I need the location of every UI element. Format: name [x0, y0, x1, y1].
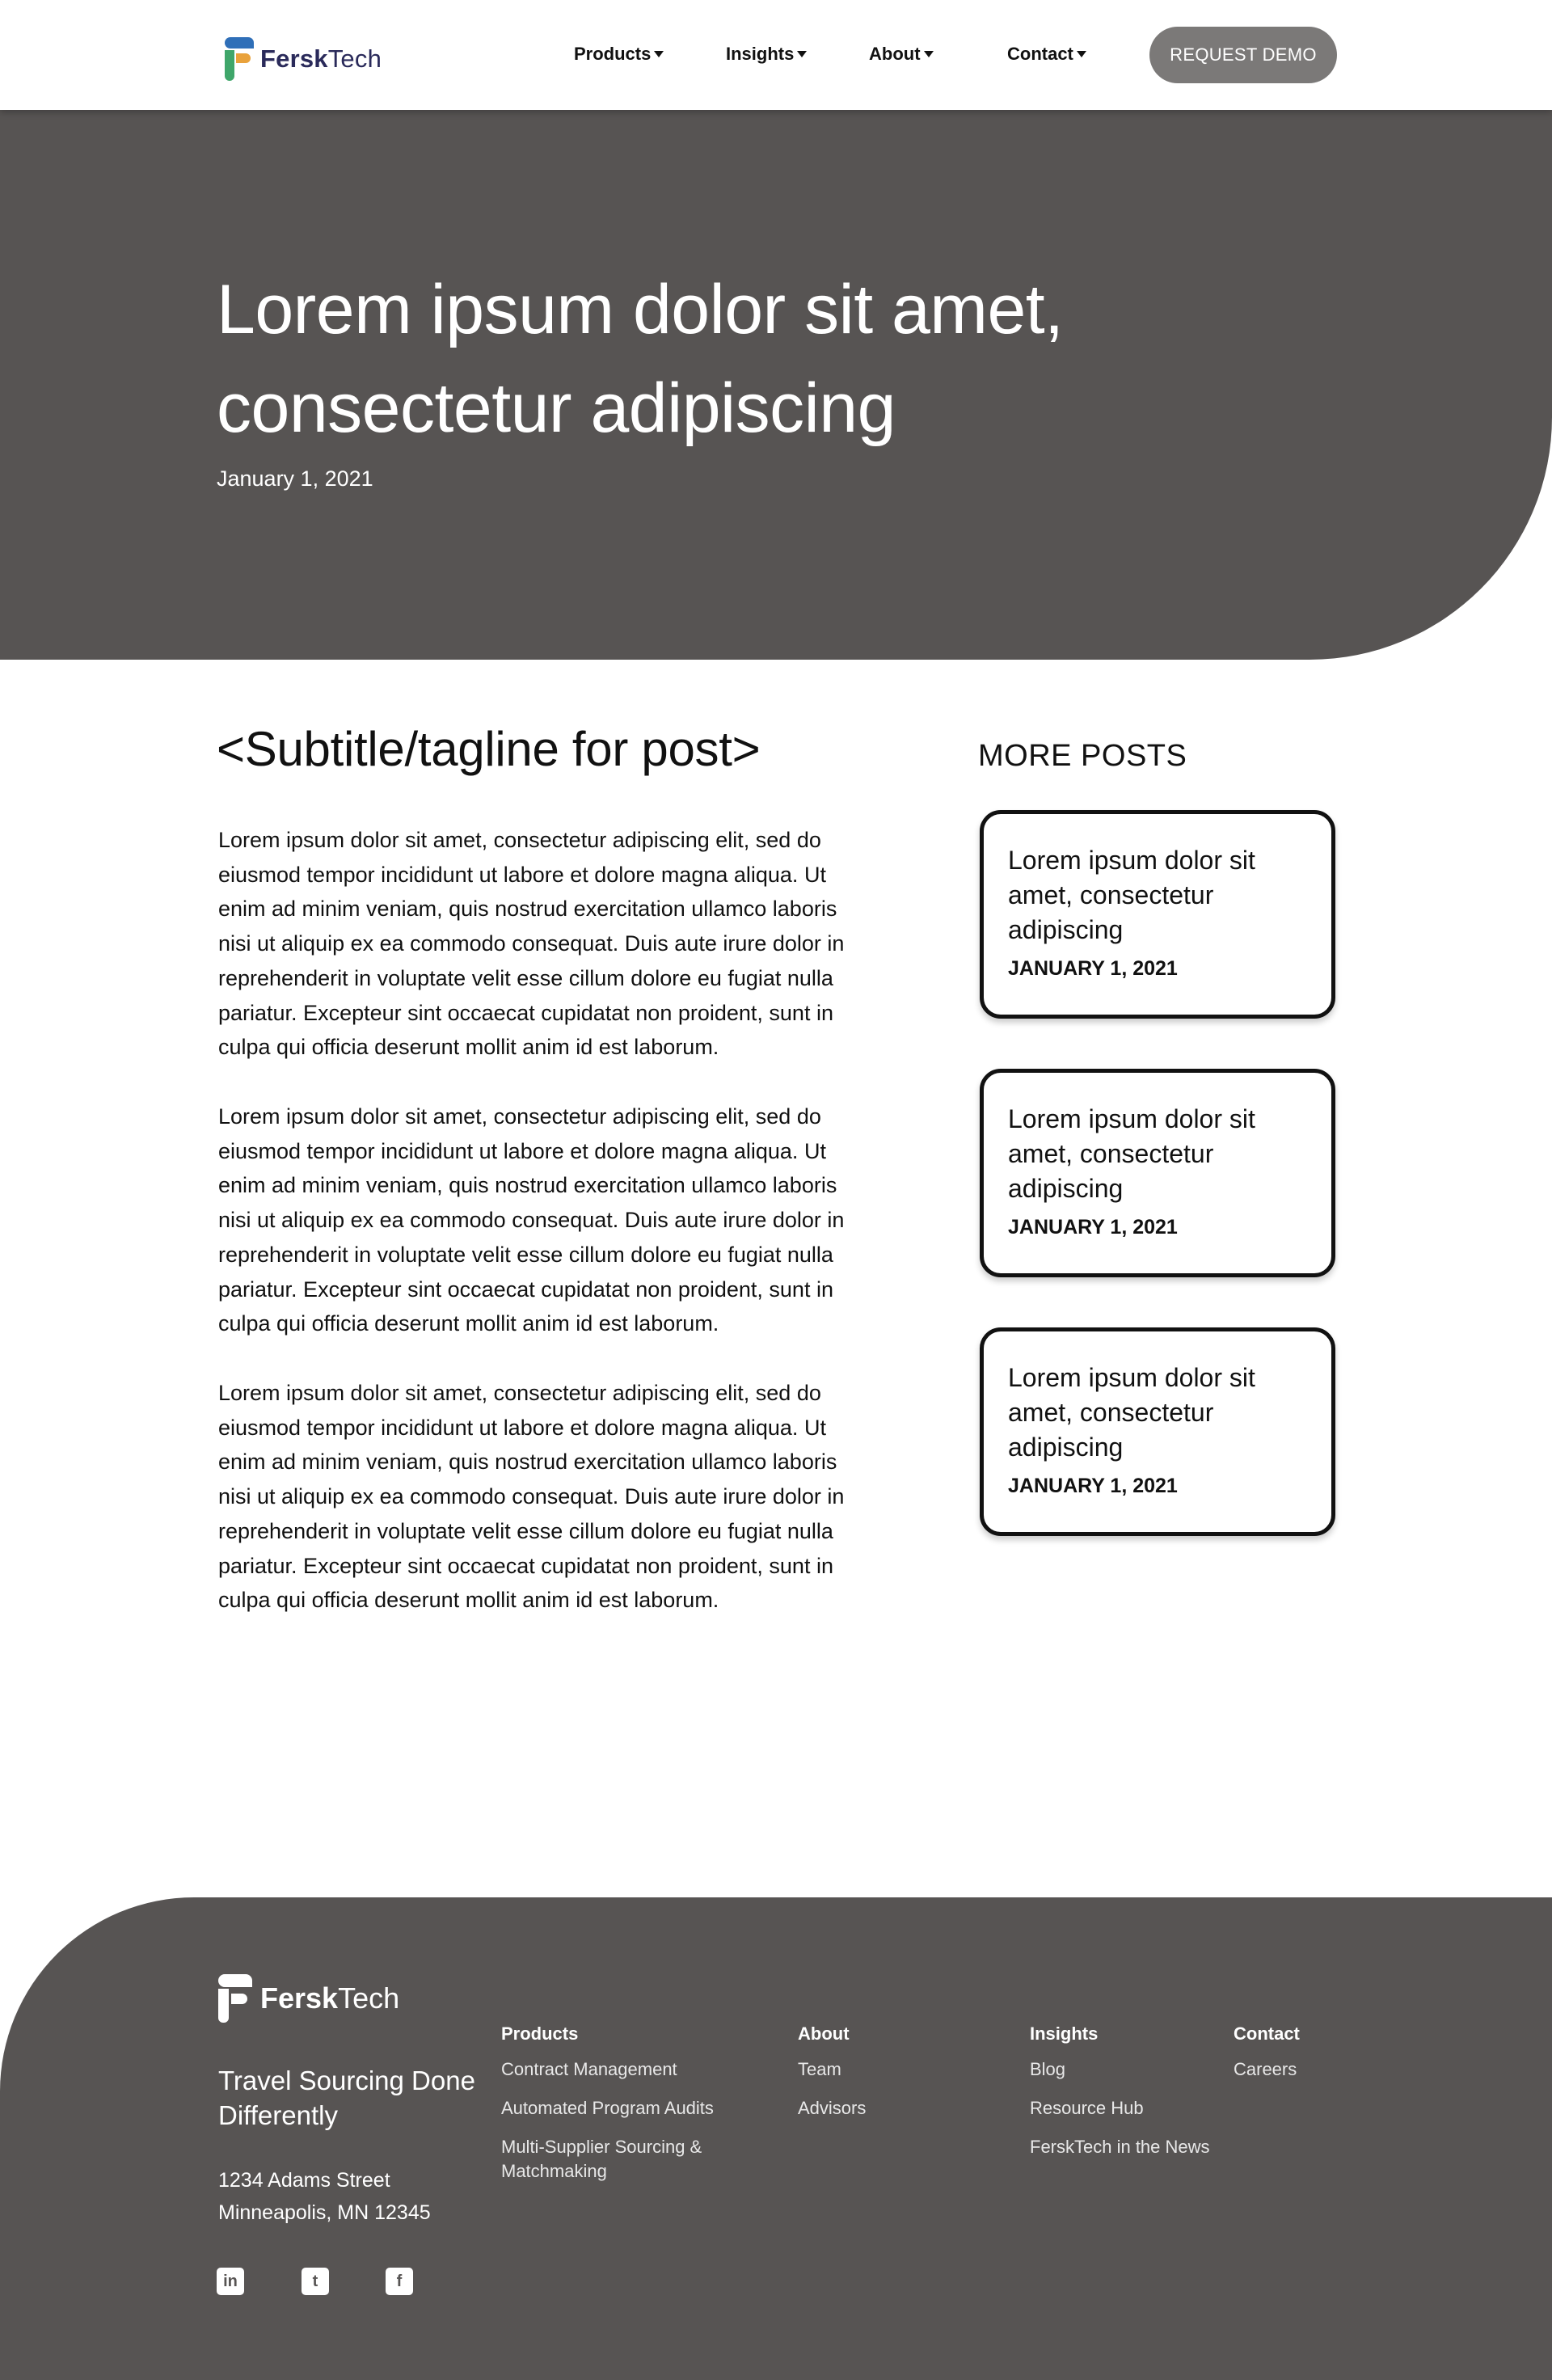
- nav-about[interactable]: [869, 44, 934, 65]
- footer-col-insights: [1030, 2023, 1224, 2174]
- footer-address: [218, 2164, 431, 2229]
- article-paragraph: Lorem ipsum dolor sit amet, consectetur adipiscing elit, sed do eiusmod tempor incididunt ut labore et dolore magna aliqua. Ut enim ad minim veniam, quis nostrud exercitation ullamco laboris nisi ut aliquip ex ea commodo consequat. Duis aute irure dolor in reprehenderit in voluptate velit esse cillum dolore eu fugiat nulla pariatur. Excepteur sint occaecat cupidatat non proident, sunt in culpa qui officia deserunt mollit anim id est laborum.: [218, 1104, 845, 1336]
- article-paragraph: Lorem ipsum dolor sit amet, consectetur adipiscing elit, sed do eiusmod tempor incididunt ut labore et dolore magna aliqua. Ut enim ad minim veniam, quis nostrud exercitation ullamco laboris nisi ut aliquip ex ea commodo consequat. Duis aute irure dolor in reprehenderit in voluptate velit esse cillum dolore eu fugiat nulla pariatur. Excepteur sint occaecat cupidatat non proident, sunt in culpa qui officia deserunt mollit anim id est laborum.: [218, 1381, 845, 1613]
- nav-contact-label: Contact: [1007, 44, 1073, 64]
- post-subtitle: <Subtitle/tagline for post>: [217, 722, 761, 776]
- fersktech-logo-icon: [218, 1974, 252, 2023]
- more-post-date: JANUARY 1, 2021: [1008, 1216, 1178, 1239]
- nav-contact[interactable]: [1007, 44, 1086, 65]
- footer-col-about: [798, 2023, 959, 2135]
- footer-brand-name: FerskTech: [260, 1981, 400, 2015]
- address-line-2: Minneapolis, MN 12345: [218, 2201, 431, 2224]
- caret-down-icon: [797, 51, 807, 57]
- footer-col-contact: [1234, 2023, 1395, 2096]
- footer-col-heading: Insights: [1030, 2023, 1099, 2044]
- more-posts-heading: MORE POSTS: [978, 739, 1187, 773]
- site-header: [0, 0, 1552, 110]
- footer-col-heading: Contact: [1234, 2023, 1300, 2044]
- caret-down-icon: [924, 51, 934, 57]
- footer-logo[interactable]: [218, 1974, 399, 2023]
- nav-insights[interactable]: [726, 44, 807, 65]
- more-post-card[interactable]: [980, 1327, 1335, 1536]
- article-paragraph: Lorem ipsum dolor sit amet, consectetur adipiscing elit, sed do eiusmod tempor incididunt ut labore et dolore magna aliqua. Ut enim ad minim veniam, quis nostrud exercitation ullamco laboris nisi ut aliquip ex ea commodo consequat. Duis aute irure dolor in reprehenderit in voluptate velit esse cillum dolore eu fugiat nulla pariatur. Excepteur sint occaecat cupidatat non proident, sunt in culpa qui officia deserunt mollit anim id est laborum.: [218, 828, 845, 1060]
- footer-link[interactable]: Automated Program Audits: [501, 2098, 714, 2118]
- footer-col-heading: About: [798, 2023, 850, 2044]
- site-footer: [0, 1897, 1552, 2380]
- hero-banner: [0, 110, 1552, 660]
- nav-products-label: Products: [574, 44, 652, 64]
- facebook-icon[interactable]: f: [386, 2268, 413, 2295]
- more-post-title: Lorem ipsum dolor sit amet, consectetur adipiscing: [1008, 846, 1255, 944]
- footer-col-products: [501, 2023, 744, 2198]
- footer-tagline: Travel Sourcing Done Differently: [218, 2066, 475, 2130]
- twitter-icon[interactable]: t: [302, 2268, 329, 2295]
- caret-down-icon: [654, 51, 664, 57]
- more-post-date: JANUARY 1, 2021: [1008, 957, 1178, 980]
- caret-down-icon: [1077, 51, 1086, 57]
- more-post-card[interactable]: [980, 1069, 1335, 1277]
- footer-link[interactable]: Team: [798, 2059, 841, 2079]
- footer-link[interactable]: Contract Management: [501, 2059, 677, 2079]
- footer-link[interactable]: Careers: [1234, 2059, 1297, 2079]
- post-title: Lorem ipsum dolor sit amet, consectetur adipiscing: [217, 271, 1064, 447]
- more-post-title: Lorem ipsum dolor sit amet, consectetur adipiscing: [1008, 1104, 1255, 1203]
- footer-link[interactable]: Advisors: [798, 2098, 867, 2118]
- footer-link[interactable]: FerskTech in the News: [1030, 2137, 1210, 2157]
- nav-about-label: About: [869, 44, 921, 64]
- footer-link[interactable]: Blog: [1030, 2059, 1066, 2079]
- post-date: January 1, 2021: [217, 466, 373, 491]
- request-demo-button[interactable]: REQUEST DEMO: [1149, 27, 1337, 83]
- address-line-1: 1234 Adams Street: [218, 2169, 390, 2192]
- more-post-title: Lorem ipsum dolor sit amet, consectetur adipiscing: [1008, 1363, 1255, 1462]
- footer-link[interactable]: Resource Hub: [1030, 2098, 1144, 2118]
- brand-name: FerskTech: [260, 44, 382, 73]
- footer-link[interactable]: Multi-Supplier Sourcing & Matchmaking: [501, 2137, 702, 2181]
- linkedin-icon[interactable]: in: [217, 2268, 244, 2295]
- nav-insights-label: Insights: [726, 44, 795, 64]
- fersktech-logo-icon: [225, 37, 254, 81]
- brand-logo[interactable]: [225, 37, 382, 81]
- more-post-card[interactable]: [980, 810, 1335, 1019]
- nav-products[interactable]: [574, 44, 664, 65]
- more-post-date: JANUARY 1, 2021: [1008, 1475, 1178, 1497]
- footer-col-heading: Products: [501, 2023, 579, 2044]
